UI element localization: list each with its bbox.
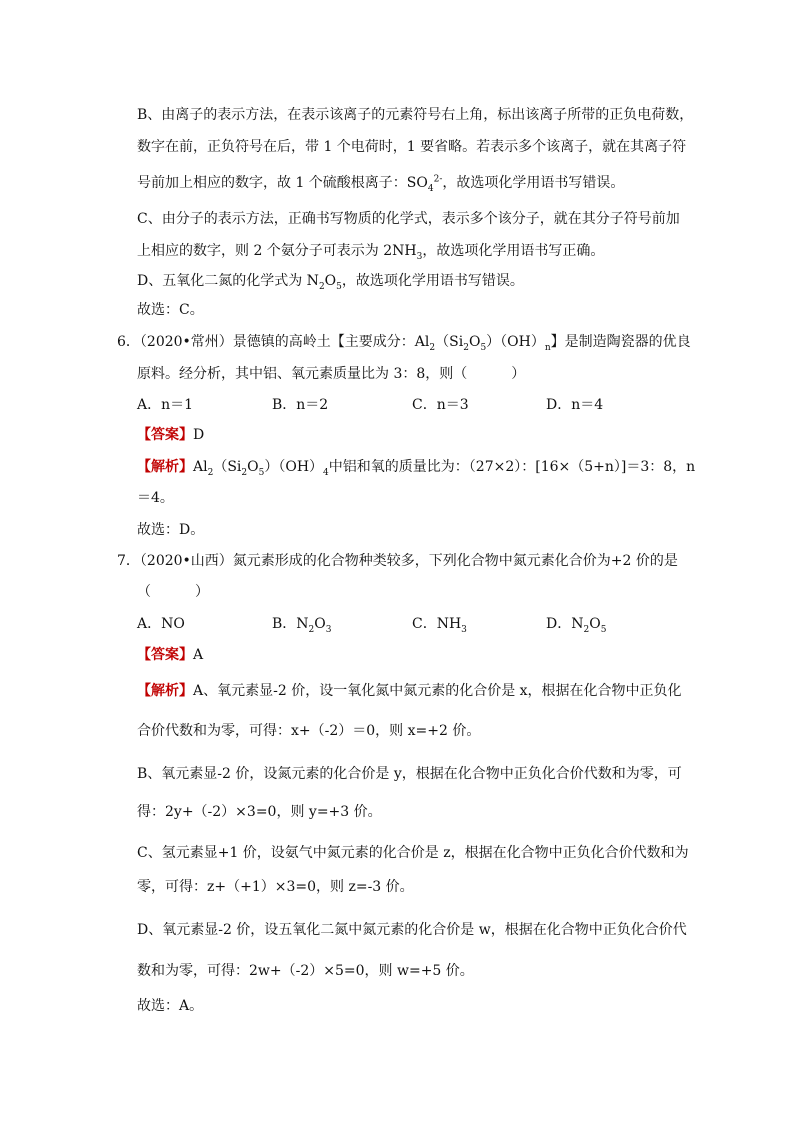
text-run: O [589, 616, 601, 632]
subscript: 2 [241, 467, 248, 478]
question-stem [117, 332, 691, 352]
analysis-a-line2: 合价代数和为零，可得：x+（-2）＝0，则 x=+2 价。 [137, 723, 481, 739]
question-stem-line2 [137, 364, 525, 384]
answer-label: 【答案】 [137, 427, 193, 443]
text-run: （ [137, 584, 151, 600]
text-run: ，故选项化学用语书写错误。 [442, 175, 625, 191]
text-run: 中铝和氧的质量比为：（27×2）：[16×（5+n）]＝3：8，n [328, 459, 696, 475]
answer-value: A [193, 647, 204, 663]
text-run: D．N [546, 616, 584, 632]
d-explanation [137, 271, 524, 291]
subscript: 5 [480, 342, 487, 353]
option-b: B．n＝2 [272, 397, 329, 413]
text-run: O [247, 459, 259, 475]
text-run: ，故选项化学用语书写正确。 [422, 243, 605, 259]
subscript: 2 [463, 342, 469, 353]
text-run: D、五氧化二氮的化学式为 N [137, 273, 319, 289]
subscript: 2 [429, 342, 436, 353]
text-run: ） [195, 584, 209, 600]
subscript: 4 [323, 467, 329, 478]
answer-line [137, 425, 204, 445]
question-number: 6． [117, 334, 140, 350]
analysis-b-line1: B、氧元素显-2 价，设氮元素的化合价是 y，根据在化合物中正负化合价代数和为零，可 [137, 766, 682, 782]
answer-value: D [193, 427, 205, 443]
option-d: D．n＝4 [546, 397, 604, 413]
prev-choice: 故选：C。 [137, 302, 204, 318]
superscript: 2- [433, 174, 443, 185]
analysis-line2: ＝4。 [137, 490, 174, 506]
subscript: 3 [461, 624, 467, 635]
text-run: 上相应的数字，则 2 个氨分子可表示为 2NH [137, 243, 417, 259]
text-run: Al [193, 459, 208, 475]
text-line: B、由离子的表示方法，在表示该离子的元素符号右上角，标出该离子所带的正负电荷数， [137, 107, 694, 123]
text-run: A．NO [137, 616, 185, 632]
subscript: 5 [258, 467, 265, 478]
text-run: O [468, 334, 481, 350]
option-b [272, 614, 332, 634]
answer-line [137, 645, 203, 665]
text-run: O [324, 273, 337, 289]
text-run: B．N [272, 616, 309, 632]
text-run: ）（OH） [486, 334, 545, 350]
subscript: 2 [207, 467, 214, 478]
text-line [137, 241, 604, 261]
choice-line: 故选：D。 [137, 522, 205, 538]
text-run: O [314, 616, 326, 632]
subscript: 3 [325, 624, 332, 635]
analysis-label: 【解析】 [137, 459, 193, 475]
option-c: C．n＝3 [412, 397, 469, 413]
option-a [137, 614, 185, 634]
text-run: A、氧元素显-2 价，设一氧化氮中氮元素的化合价是 x，根据在化合物中正负化 [193, 683, 682, 699]
subscript: 5 [336, 281, 342, 292]
analysis-b-line2: 得：2y+（-2）×3=0，则 y=+3 价。 [137, 804, 382, 820]
choice-line: 故选：A。 [137, 998, 204, 1014]
text-run: （2020•山西）氮元素形成的化合物种类较多，下列化合物中氮元素化合价为+2 价的是 [139, 553, 678, 569]
text-run: 号前加上相应的数字，故 1 个硫酸根离子：SO [137, 175, 428, 191]
analysis-line [137, 681, 682, 701]
text-run: （Si [213, 459, 242, 475]
text-run: （2020•常州）景德镇的高岭土【主要成分：Al [139, 334, 430, 350]
text-run: 原料。经分析，其中铝、氧元素质量比为 3：8，则（ [137, 366, 468, 382]
text-run: ，故选项化学用语书写错误。 [341, 273, 524, 289]
text-run: ）（OH） [264, 459, 324, 475]
option-a: A．n＝1 [137, 397, 194, 413]
question-stem-line2 [137, 582, 209, 602]
option-c [412, 614, 467, 634]
question-number: 7． [117, 553, 140, 569]
analysis-line [137, 457, 695, 477]
subscript: 2 [583, 624, 590, 635]
analysis-c-line2: 零，可得：z+（+1）×3=0，则 z=-3 价。 [137, 879, 414, 895]
subscript: 5 [600, 624, 607, 635]
text-run: ） [511, 366, 526, 382]
text-run: 】是制造陶瓷器的优良 [550, 334, 691, 350]
analysis-d-line2: 数和为零，可得：2w+（-2）×5=0，则 w=+5 价。 [137, 963, 474, 979]
answer-label: 【答案】 [137, 647, 193, 663]
subscript: 3 [416, 251, 423, 262]
analysis-label: 【解析】 [137, 683, 193, 699]
subscript: 2 [318, 281, 325, 292]
analysis-d-line1: D、氧元素显-2 价，设五氧化二氮中氮元素的化合价是 w，根据在化合物中正负化合价代 [137, 922, 687, 938]
question-stem [117, 551, 678, 571]
subscript: n [544, 342, 551, 353]
text-line: 数字在前，正负符号在后，带 1 个电荷时，1 要省略。若表示多个该离子，就在其离子符 [137, 139, 687, 155]
analysis-c-line1: C、氢元素显+1 价，设氨气中氮元素的化合价是 z，根据在化合物中正负化合价代数和为 [137, 845, 689, 861]
text-run: （Si [435, 334, 464, 350]
text-line [137, 173, 624, 193]
text-run: C．NH [412, 616, 462, 632]
option-d [546, 614, 606, 634]
subscript: 2 [308, 624, 315, 635]
subscript: 4 [427, 183, 434, 194]
text-line: C、由分子的表示方法，正确书写物质的化学式，表示多个该分子，就在其分子符号前加 [137, 211, 680, 227]
